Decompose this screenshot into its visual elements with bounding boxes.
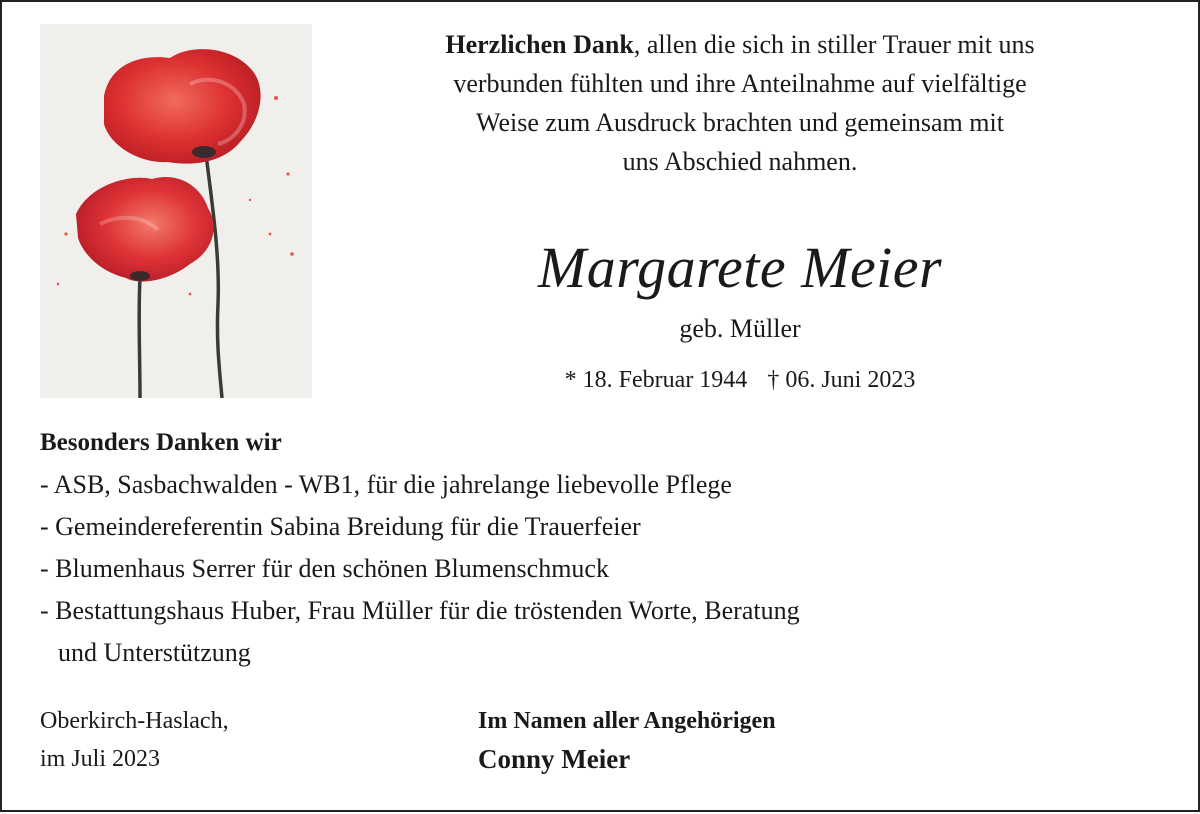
poppy-illustration xyxy=(40,24,312,398)
signer-name: Conny Meier xyxy=(478,744,631,774)
signature-block xyxy=(478,702,776,778)
poppy-watercolor-image xyxy=(40,24,312,398)
thanks-item: - Gemeindereferentin Sabina Breidung für die Trauerfeier xyxy=(40,512,641,541)
birth-date: * 18. Februar 1944 xyxy=(564,367,748,393)
place: Oberkirch-Haslach, xyxy=(40,708,229,734)
thanks-item: - ASB, Sasbachwalden - WB1, für die jahrelange liebevolle Pflege xyxy=(40,470,732,499)
intro-line3: Weise zum Ausdruck brachten und gemeinsam mit xyxy=(476,108,1004,137)
thanks-item-continuation: und Unterstützung xyxy=(58,638,251,667)
special-thanks-section xyxy=(40,422,1140,674)
life-dates xyxy=(340,360,1140,400)
intro-bold-heading: Herzlichen Dank xyxy=(445,30,634,59)
thanks-heading: Besonders Danken wir xyxy=(40,429,282,456)
deceased-name: Margarete Meier xyxy=(537,235,943,300)
intro-line2: verbunden fühlten und ihre Anteilnahme auf vielfältige xyxy=(453,69,1027,98)
birth-name: geb. Müller xyxy=(679,314,801,343)
intro-line1: , allen die sich in stiller Trauer mit uns xyxy=(633,30,1035,59)
death-date: † 06. Juni 2023 xyxy=(767,367,916,393)
place-and-date xyxy=(40,702,229,778)
on-behalf-line: Im Namen aller Angehörigen xyxy=(478,708,776,734)
thank-you-intro xyxy=(340,25,1140,181)
intro-line4: uns Abschied nahmen. xyxy=(622,147,858,176)
date: im Juli 2023 xyxy=(40,746,161,772)
thanks-item: - Blumenhaus Serrer für den schönen Blumenschmuck xyxy=(40,554,609,583)
thanks-item: - Bestattungshaus Huber, Frau Müller für die tröstenden Worte, Beratung xyxy=(40,596,800,625)
